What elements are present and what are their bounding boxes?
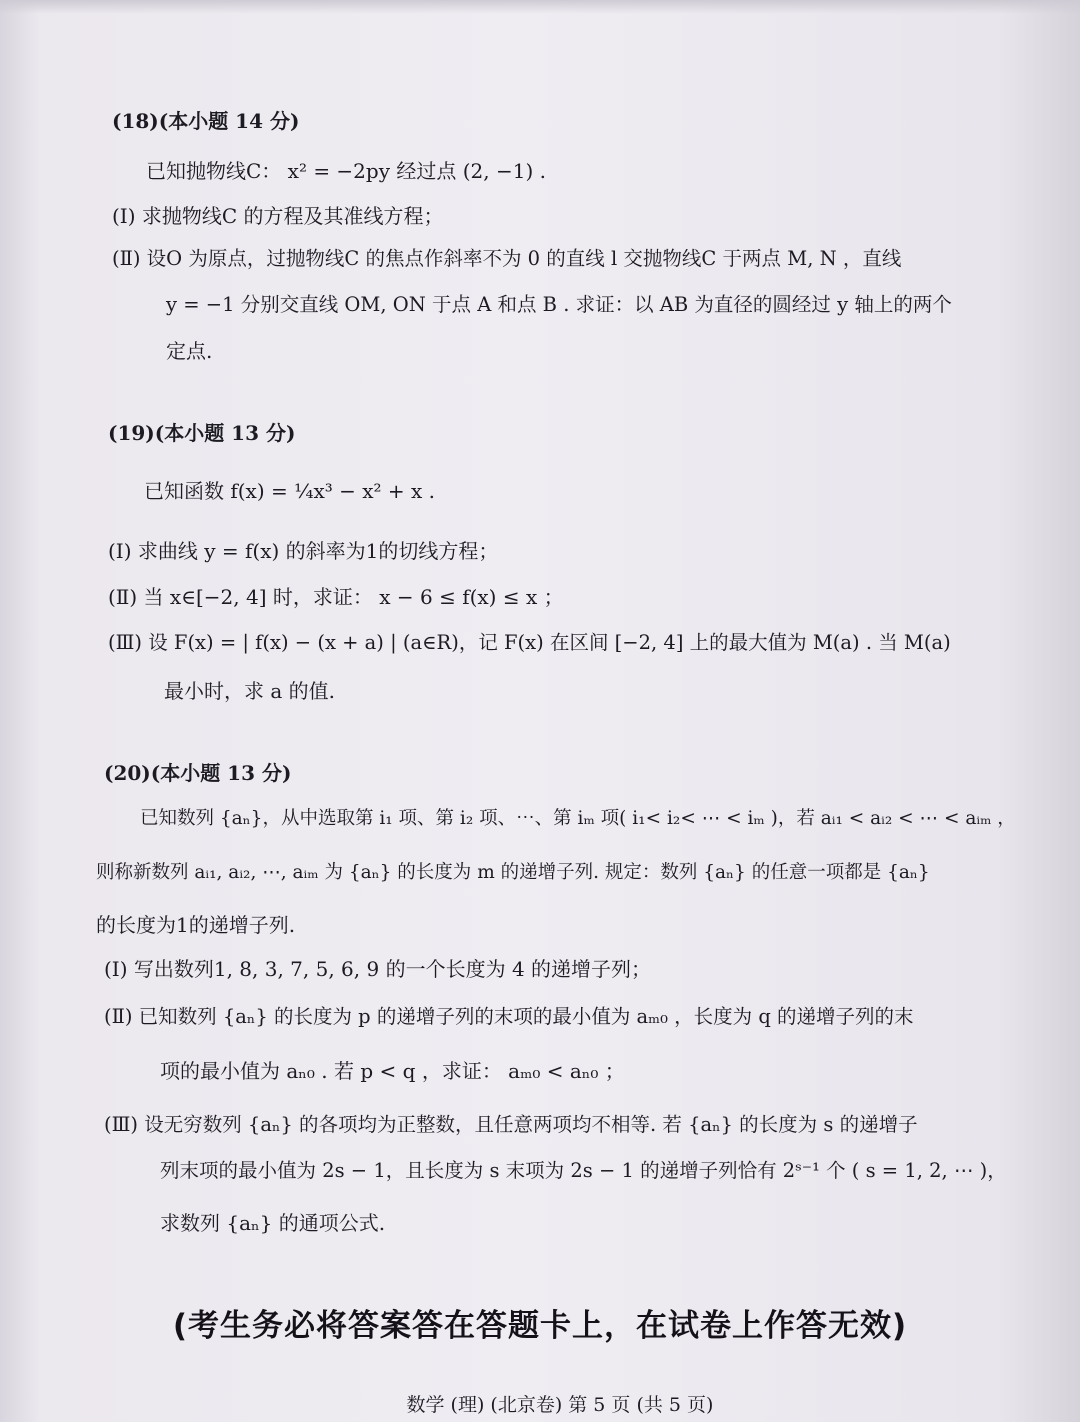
q18-part2-line2: y = −1 分别交直线 OM, ON 于点 A 和点 B . 求证：以 AB 为直径的圆经过 y 轴上的两个 [166, 293, 952, 316]
q20-part3-line3: 求数列 {aₙ} 的通项公式. [160, 1211, 386, 1235]
q19-part1: (Ⅰ) 求曲线 y = f(x) 的斜率为1的切线方程； [108, 539, 499, 563]
q20-part2-line2: 项的最小值为 aₙ₀ . 若 p < q ，求证： aₘ₀ < aₙ₀ ； [160, 1059, 625, 1083]
page-footer: 数学 (理) (北京卷) 第 5 页 (共 5 页) [406, 1394, 714, 1416]
q19-heading: (19)(本小题 13 分) [108, 421, 296, 445]
q20-stem-line3: 的长度为1的递增子列. [96, 913, 296, 937]
q20-part1: (Ⅰ) 写出数列1, 8, 3, 7, 5, 6, 9 的一个长度为 4 的递增子列； [104, 957, 652, 981]
q20-part3-line1: (Ⅲ) 设无穷数列 {aₙ} 的各项均为正整数，且任意两项均不相等. 若 {aₙ} 的长度为 s 的递增子 [104, 1113, 918, 1136]
q19-part3-line1: (Ⅲ) 设 F(x) = | f(x) − (x + a) | (a∈R)，记 F(x) 在区间 [−2, 4] 上的最大值为 M(a) . 当 M(a) [108, 631, 951, 654]
q18-stem: 已知抛物线C： x² = −2py 经过点 (2, −1) . [146, 159, 546, 183]
q18-part1: (Ⅰ) 求抛物线C 的方程及其准线方程； [112, 204, 444, 228]
q19-part3-line2: 最小时，求 a 的值. [164, 679, 335, 703]
q20-stem-line2: 则称新数列 aᵢ₁, aᵢ₂, ⋯, aᵢₘ 为 {aₙ} 的长度为 m 的递增子列. 规定：数列 {aₙ} 的任意一项都是 {aₙ} [96, 862, 930, 883]
q20-stem-line1: 已知数列 {aₙ}，从中选取第 i₁ 项、第 i₂ 项、⋯、第 iₘ 项( i₁< i₂< ⋯ < iₘ )，若 aᵢ₁ < aᵢ₂ < ⋯ < aᵢₘ ， [140, 808, 1016, 829]
q20-heading: (20)(本小题 13 分) [104, 761, 292, 785]
q20-part3-line2: 列末项的最小值为 2s − 1，且长度为 s 末项为 2s − 1 的递增子列恰有 2ˢ⁻¹ 个 ( s = 1, 2, ⋯ )， [160, 1159, 1007, 1182]
q19-part2: (Ⅱ) 当 x∈[−2, 4] 时，求证： x − 6 ≤ f(x) ≤ x ； [108, 585, 564, 609]
q19-stem: 已知函数 f(x) = ¼x³ − x² + x . [144, 479, 436, 503]
exam-notice: (考生务必将答案答在答题卡上，在试卷上作答无效) [172, 1308, 908, 1344]
q18-part2-line1: (Ⅱ) 设O 为原点，过抛物线C 的焦点作斜率不为 0 的直线 l 交抛物线C 于两点 M, N ，直线 [112, 247, 902, 270]
q18-heading: (18)(本小题 14 分) [112, 109, 300, 133]
q20-part2-line1: (Ⅱ) 已知数列 {aₙ} 的长度为 p 的递增子列的末项的最小值为 aₘ₀ ，长度为 q 的递增子列的末 [104, 1005, 914, 1028]
q18-part2-line3: 定点. [166, 339, 213, 363]
page-edge-shadow [0, 0, 1080, 14]
